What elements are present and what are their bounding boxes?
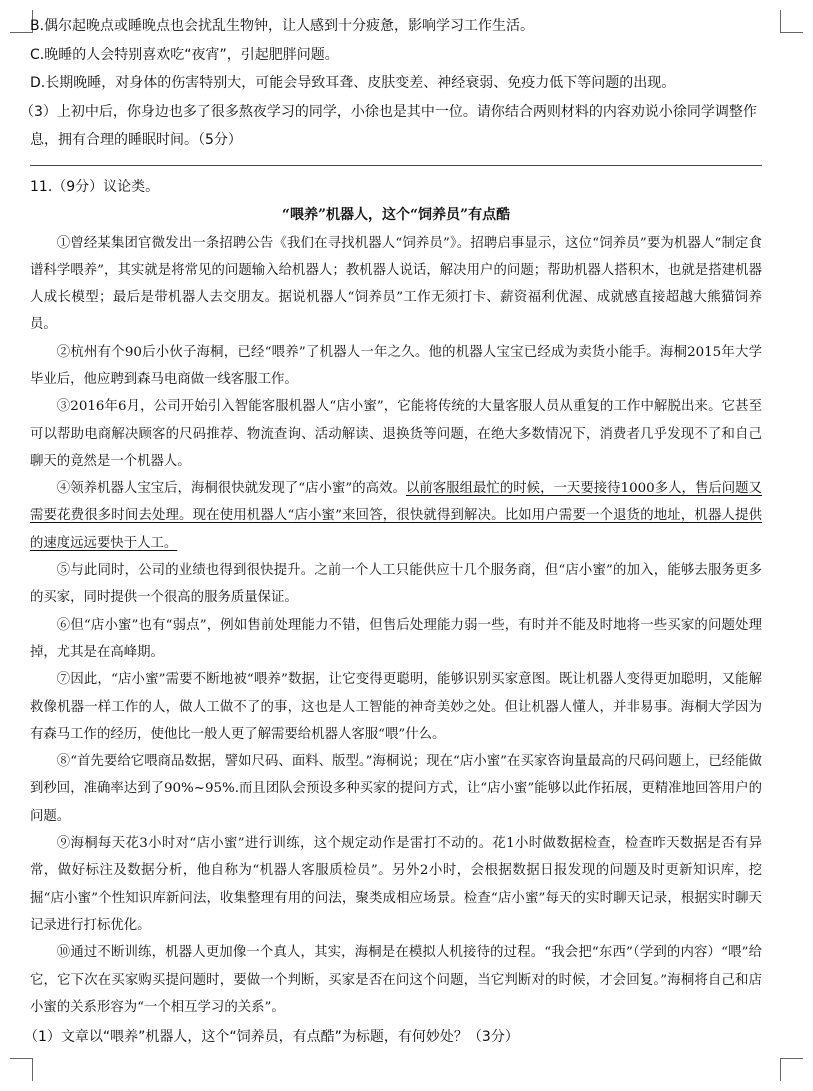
article-paragraph-10: ⑩通过不断训练，机器人更加像一个真人，其实，海桐是在模拟人机接待的过程。“我会把“东西”（学到的内容）“喂”给它，它下次在买家购买提问题时，要做一个判断，买家是否在问这个问题，当它判断对的时候，才会回复。”海桐将自己和店小蜜的关系形容为“一个相互学习的关系”。 [30, 945, 762, 1015]
document-page [20, 12, 762, 1050]
article-paragraph-1: ①曾经某集团官微发出一条招聘公告《我们在寻找机器人“饲养员”》。招聘启事显示，这位“饲养员”要为机器人“制定食谱科学喂养”，其实就是将常见的问题输入给机器人；教机器人说话，解决用户的问题；帮助机器人搭积木，也就是搭建机器人成长模型；最后是带机器人去交朋友。据说机器人“饲养员”工作无须打卡、薪资福利优渥、成就感直接超越大熊猫饲养员。 [30, 235, 762, 333]
question-11-header: 11.（9分）议论类。 [30, 178, 160, 195]
page-corner-mark [780, 10, 803, 33]
underlined-sentence: 以前客服组最忙的时候，一天要接待1000多人，售后问题又需要花费很多时间去处理。现在使用机器人“店小蜜”来回答，很快就得到解决。比如用户需要一个退货的地址，机器人提供的速度远远要快于人工。 [30, 481, 762, 551]
previous-question-options [20, 12, 762, 155]
article-title: “喂养”机器人，这个“饲养员”有点酷 [281, 206, 511, 223]
article-paragraph-5: ⑤与此同时，公司的业绩也得到很快提升。之前一个人工只能供应十几个服务商，但“店小蜜”的加入，能够去服务更多的买家，同时提供一个很高的服务质量保证。 [30, 563, 762, 606]
question-1-prompt: （1）文章以“喂养”机器人，这个“饲养员，有点酷”为标题，有何妙处？（3分） [24, 1029, 519, 1046]
article-paragraph-4 [30, 475, 762, 557]
option-b: B.偶尔起晚点或睡晚点也会扰乱生物钟，让人感到十分疲惫，影响学习工作生活。 [30, 18, 535, 34]
article-paragraph-9: ⑨海桐每天花3小时对“店小蜜”进行训练，这个规定动作是雷打不动的。花1小时做数据检查，检查昨天数据是否有异常，做好标注及数据分析，他自称为“机器人客服质检员”。另外2小时，会根据数据日报发现的问题及时更新知识库，挖掘“店小蜜”个性知识库新问法，收集整理有用的问法，聚类成相应场景。检查“店小蜜”每天的实时聊天记录，根据实时聊天记录进行打标优化。 [30, 836, 762, 933]
article-paragraph-3: ③2016年6月，公司开始引入智能客服机器人“店小蜜”，它能将传统的大量客服人员从重复的工作中解脱出来。它甚至可以帮助电商解决顾客的尺码推荐、物流查询、活动解读、退换货等问题，在绝大多数情况下，消费者几乎发现不了和自己聊天的竟然是一个机器人。 [30, 399, 762, 469]
answer-line[interactable] [30, 165, 762, 166]
paragraph-4-text: ④领养机器人宝宝后，海桐很快就发现了“店小蜜”的高效。 [56, 481, 406, 497]
option-c: C.晚睡的人会特别喜欢吃“夜宵”，引起肥胖问题。 [30, 46, 339, 63]
article-paragraph-6: ⑥但“店小蜜”也有“弱点”，例如售前处理能力不错，但售后处理能力弱一些，有时并不能及时地将一些买家的问题处理掉，尤其是在高峰期。 [30, 617, 762, 660]
option-d: D.长期晚睡，对身体的伤害特别大，可能会导致耳聋、皮肤变差、神经衰弱、免疫力低下等问题的出现。 [30, 75, 676, 91]
article-paragraph-2: ②杭州有个90后小伙子海桐，已经“喂养”了机器人一年之久。他的机器人宝宝已经成为卖货小能手。海桐2015年大学毕业后，他应聘到森马电商做一线客服工作。 [30, 344, 762, 387]
page-corner-mark [10, 1058, 33, 1081]
question-3-prompt: （3）上初中后，你身边也多了很多熬夜学习的同学，小徐也是其中一位。请你结合两则材料的内容劝说小徐同学调整作息，拥有合理的睡眠时间。（5分） [20, 103, 757, 148]
page-corner-mark [780, 1058, 803, 1081]
article-paragraph-7: ⑦因此，“店小蜜”需要不断地被“喂养”数据，让它变得更聪明，能够识别买家意图。既让机器人变得更加聪明，又能解救像机器一样工作的人，做人工做不了的事，这也是人工智能的神奇美妙之处。但让机器人懂人，并非易事。海桐大学因为有森马工作的经历，使他比一般人更了解需要给机器人客服“喂”什么。 [30, 672, 762, 742]
article-paragraph-8: ⑧“首先要给它喂商品数据，譬如尺码、面料、版型。”海桐说；现在“店小蜜”在买家咨询量最高的尺码问题上，已经能做到秒回，准确率达到了90%~95%.而且团队会预设多种买家的提问方式，让“店小蜜”能够以此作拓展，更精准地回答用户的问题。 [30, 754, 762, 824]
